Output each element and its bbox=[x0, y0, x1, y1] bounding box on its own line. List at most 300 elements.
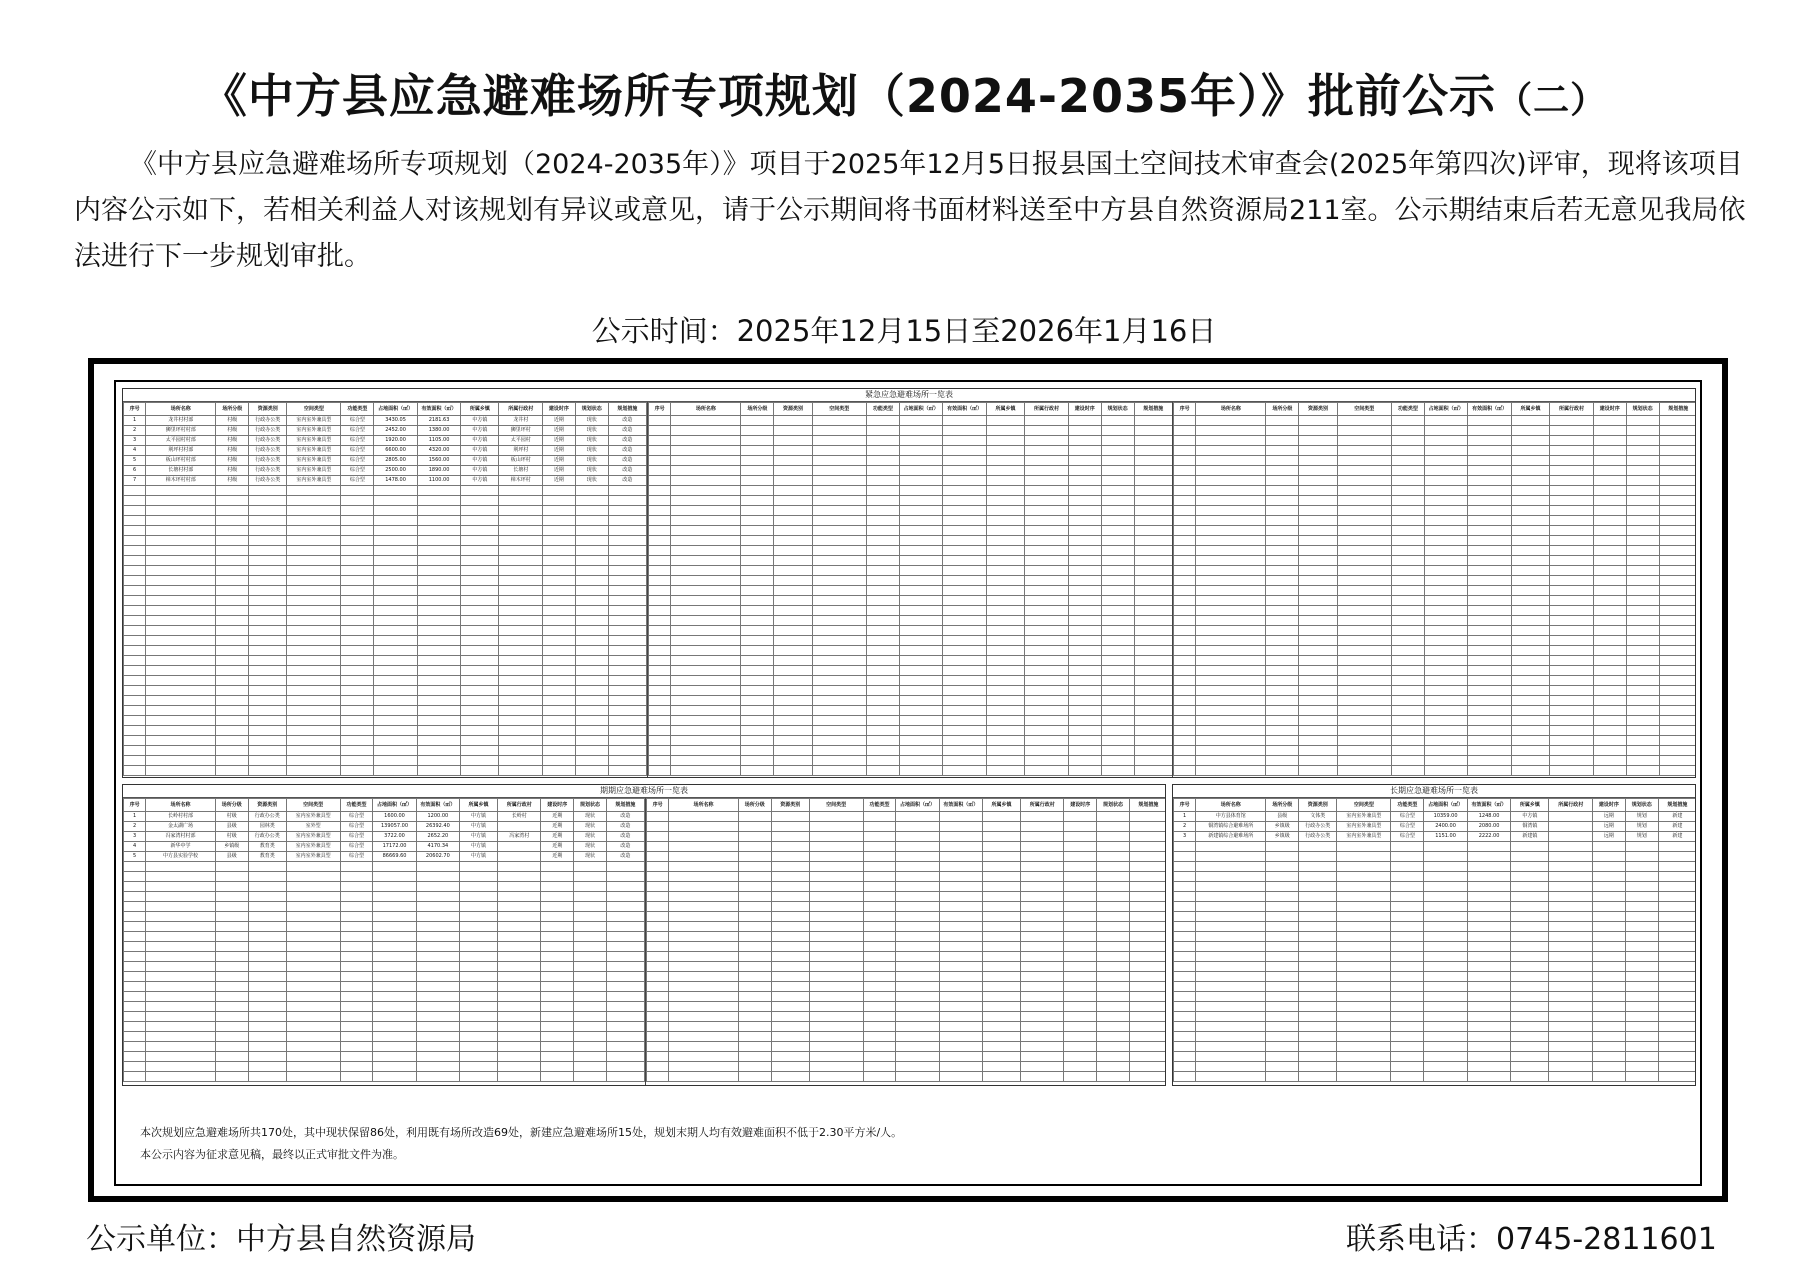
table-cell-filler bbox=[943, 546, 987, 556]
table-cell: 园林类 bbox=[248, 822, 286, 832]
table-cell-filler bbox=[669, 1022, 739, 1032]
column-header: 规划措施 bbox=[1658, 799, 1696, 812]
table-row-filler bbox=[124, 1012, 645, 1022]
table-row-filler bbox=[124, 686, 647, 696]
table-cell-filler bbox=[1659, 446, 1696, 456]
table-row-filler bbox=[647, 922, 1167, 932]
table-cell-filler bbox=[124, 496, 146, 506]
table-cell-filler bbox=[499, 586, 542, 596]
table-cell-filler bbox=[1468, 736, 1512, 746]
table-cell-filler bbox=[498, 1002, 541, 1012]
table-cell-filler bbox=[1299, 626, 1337, 636]
table-cell-filler bbox=[574, 992, 607, 1002]
table-cell-filler bbox=[575, 526, 608, 536]
table-cell-filler bbox=[287, 756, 341, 766]
column-header: 序号 bbox=[1174, 403, 1196, 416]
table-cell-filler bbox=[1134, 676, 1172, 686]
table-cell-filler bbox=[1424, 1052, 1467, 1062]
table-cell-filler bbox=[1511, 616, 1549, 626]
table-cell-filler bbox=[774, 676, 812, 686]
table-cell-filler bbox=[669, 1062, 739, 1072]
table-cell-filler bbox=[574, 932, 607, 942]
table-cell-filler bbox=[1468, 446, 1512, 456]
emergency-shelter-table bbox=[122, 388, 1696, 778]
table-cell-filler bbox=[1593, 576, 1626, 586]
table-cell-filler bbox=[1196, 536, 1266, 546]
table-row-filler bbox=[1174, 922, 1697, 932]
table-cell-filler bbox=[1549, 842, 1592, 852]
column-header: 序号 bbox=[647, 799, 669, 812]
table-cell-filler bbox=[146, 982, 216, 992]
table-cell-filler bbox=[866, 636, 899, 646]
table-cell-filler bbox=[1174, 506, 1196, 516]
table-cell-filler bbox=[1658, 1022, 1696, 1032]
table-cell-filler bbox=[249, 566, 287, 576]
table-cell-filler bbox=[1592, 962, 1625, 972]
table-cell-filler bbox=[1549, 1052, 1592, 1062]
table-cell-filler bbox=[1550, 436, 1594, 446]
table-cell-filler bbox=[1174, 526, 1196, 536]
table-cell-filler bbox=[1625, 982, 1658, 992]
table-cell-filler bbox=[542, 566, 575, 576]
table-cell-filler bbox=[608, 716, 646, 726]
table-cell-filler bbox=[1337, 842, 1391, 852]
table-cell-filler bbox=[809, 862, 863, 872]
table-row-filler bbox=[649, 556, 1173, 566]
table-cell-filler bbox=[863, 1012, 896, 1022]
table-cell-filler bbox=[1659, 596, 1696, 606]
table-cell-filler bbox=[416, 1012, 459, 1022]
table-cell-filler bbox=[1299, 486, 1337, 496]
column-header: 资源类别 bbox=[1299, 799, 1337, 812]
table-cell-filler bbox=[1266, 1062, 1299, 1072]
table-row-filler bbox=[124, 1072, 645, 1082]
table-cell-filler bbox=[499, 706, 542, 716]
table-cell-filler bbox=[774, 606, 812, 616]
table-cell-filler bbox=[416, 952, 459, 962]
table-cell-filler bbox=[541, 932, 574, 942]
table-cell-filler bbox=[1266, 992, 1299, 1002]
table-cell-filler bbox=[249, 656, 287, 666]
table-cell-filler bbox=[216, 646, 249, 656]
table-cell-filler bbox=[986, 506, 1024, 516]
table-cell-filler bbox=[574, 862, 607, 872]
table-cell-filler bbox=[416, 992, 459, 1002]
table-cell-filler bbox=[1550, 676, 1594, 686]
table-cell-filler bbox=[649, 636, 671, 646]
table-cell-filler bbox=[1626, 706, 1659, 716]
table-cell-filler bbox=[943, 586, 987, 596]
table-cell-filler bbox=[1134, 476, 1172, 486]
column-header: 有效面积（㎡） bbox=[1467, 799, 1510, 812]
table-cell-filler bbox=[498, 1032, 541, 1042]
table-cell-filler bbox=[1025, 426, 1069, 436]
table-cell-filler bbox=[738, 852, 771, 862]
table-cell-filler bbox=[1097, 872, 1130, 882]
table-cell-filler bbox=[1174, 466, 1196, 476]
table-cell-filler bbox=[1097, 1022, 1130, 1032]
table-cell-filler bbox=[461, 746, 499, 756]
table-cell-filler bbox=[1134, 546, 1172, 556]
table-cell-filler bbox=[1391, 952, 1424, 962]
table-cell-filler bbox=[575, 696, 608, 706]
table-cell-filler bbox=[649, 476, 671, 486]
table-cell-filler bbox=[1658, 882, 1696, 892]
table-cell-filler bbox=[1337, 656, 1391, 666]
table-cell-filler bbox=[669, 992, 739, 1002]
table-cell: 乡镇级 bbox=[1266, 822, 1299, 832]
table-row-filler bbox=[1174, 436, 1697, 446]
table-cell-filler bbox=[1658, 962, 1696, 972]
table-cell-filler bbox=[1391, 1032, 1424, 1042]
table-cell-filler bbox=[899, 646, 943, 656]
table-cell-filler bbox=[416, 1022, 459, 1032]
table-cell-filler bbox=[417, 576, 460, 586]
table-cell-filler bbox=[1196, 1022, 1266, 1032]
table-cell-filler bbox=[669, 1042, 739, 1052]
table-cell: 樟木坪村村部 bbox=[146, 476, 216, 486]
table-cell-filler bbox=[606, 1002, 644, 1012]
table-cell-filler bbox=[574, 1072, 607, 1082]
table-cell-filler bbox=[939, 842, 982, 852]
table-cell-filler bbox=[649, 466, 671, 476]
table-cell-filler bbox=[1025, 416, 1069, 426]
table-cell-filler bbox=[374, 656, 417, 666]
table-cell: 综合型 bbox=[340, 822, 373, 832]
table-cell-filler bbox=[287, 646, 341, 656]
table-row-filler bbox=[124, 1002, 645, 1012]
table-cell-filler bbox=[374, 596, 417, 606]
table-cell-filler bbox=[1625, 1032, 1658, 1042]
table-cell-filler bbox=[146, 626, 216, 636]
table-cell: 1920.00 bbox=[374, 436, 417, 446]
table-cell-filler bbox=[1658, 922, 1696, 932]
table-cell-filler bbox=[1511, 862, 1549, 872]
table-cell-filler bbox=[1174, 646, 1196, 656]
table-cell-filler bbox=[1337, 1062, 1391, 1072]
table-cell-filler bbox=[416, 942, 459, 952]
table-cell-filler bbox=[1101, 666, 1134, 676]
table-cell-filler bbox=[1266, 426, 1299, 436]
table-cell-filler bbox=[943, 466, 987, 476]
table-cell-filler bbox=[866, 566, 899, 576]
table-cell-filler bbox=[1174, 436, 1196, 446]
table-row-filler bbox=[124, 536, 647, 546]
table-cell-filler bbox=[741, 656, 774, 666]
table-cell: 近期 bbox=[542, 476, 575, 486]
table-cell-filler bbox=[1299, 566, 1337, 576]
table-cell-filler bbox=[983, 842, 1021, 852]
table-cell-filler bbox=[341, 646, 374, 656]
table-cell-filler bbox=[608, 706, 646, 716]
table-cell: 改造 bbox=[606, 812, 644, 822]
table-cell-filler bbox=[124, 606, 146, 616]
table-row-filler bbox=[124, 952, 645, 962]
table-row-filler bbox=[124, 656, 647, 666]
column-header: 功能类型 bbox=[866, 403, 899, 416]
table-cell-filler bbox=[146, 696, 216, 706]
table-cell-filler bbox=[1266, 942, 1299, 952]
table-cell-filler bbox=[286, 1022, 340, 1032]
table-cell-filler bbox=[738, 962, 771, 972]
column-header: 规划措施 bbox=[1129, 799, 1166, 812]
table-cell-filler bbox=[287, 666, 341, 676]
table-cell-filler bbox=[417, 566, 460, 576]
table-cell-filler bbox=[341, 666, 374, 676]
table-cell-filler bbox=[1266, 516, 1299, 526]
table-cell-filler bbox=[575, 716, 608, 726]
table-cell-filler bbox=[771, 1062, 809, 1072]
table-cell-filler bbox=[1196, 882, 1266, 892]
table-cell-filler bbox=[1174, 516, 1196, 526]
table-cell-filler bbox=[1266, 716, 1299, 726]
table-cell-filler bbox=[1658, 852, 1696, 862]
table-cell-filler bbox=[1129, 932, 1166, 942]
table-cell-filler bbox=[542, 526, 575, 536]
table-cell-filler bbox=[1593, 746, 1626, 756]
table-cell-filler bbox=[248, 1062, 286, 1072]
table-cell-filler bbox=[896, 882, 939, 892]
table-cell: 中方镇 bbox=[460, 842, 498, 852]
table-cell-filler bbox=[248, 882, 286, 892]
table-cell-filler bbox=[1626, 716, 1659, 726]
table-cell-filler bbox=[741, 516, 774, 526]
table-cell-filler bbox=[1549, 1042, 1592, 1052]
table-cell-filler bbox=[1021, 1032, 1064, 1042]
table-cell-filler bbox=[124, 972, 146, 982]
table-cell-filler bbox=[1129, 1042, 1166, 1052]
table-cell-filler bbox=[649, 526, 671, 536]
table-cell-filler bbox=[896, 1032, 939, 1042]
table-cell-filler bbox=[738, 1012, 771, 1022]
table-cell-filler bbox=[249, 706, 287, 716]
table-cell-filler bbox=[986, 456, 1024, 466]
table-cell-filler bbox=[1299, 882, 1337, 892]
table-cell-filler bbox=[1391, 1052, 1424, 1062]
table-cell-filler bbox=[575, 746, 608, 756]
table-cell-filler bbox=[939, 1012, 982, 1022]
table-row-filler bbox=[647, 852, 1167, 862]
table-cell-filler bbox=[1424, 626, 1468, 636]
table-row-filler bbox=[124, 1042, 645, 1052]
table-cell-filler bbox=[1468, 716, 1512, 726]
table-cell-filler bbox=[1068, 686, 1101, 696]
table-cell-filler bbox=[1550, 456, 1594, 466]
column-header: 场所分级 bbox=[215, 799, 248, 812]
table-cell: 1560.00 bbox=[417, 456, 460, 466]
table-cell-filler bbox=[1391, 982, 1424, 992]
table-cell-filler bbox=[216, 506, 249, 516]
table-cell-filler bbox=[340, 882, 373, 892]
table-cell-filler bbox=[287, 586, 341, 596]
table-cell-filler bbox=[286, 1052, 340, 1062]
table-cell-filler bbox=[1266, 872, 1299, 882]
table-cell-filler bbox=[1337, 666, 1391, 676]
table-cell-filler bbox=[1391, 476, 1424, 486]
table-cell: 近期 bbox=[541, 842, 574, 852]
table-cell-filler bbox=[124, 1002, 146, 1012]
table-cell-filler bbox=[1266, 882, 1299, 892]
table-cell-filler bbox=[1337, 992, 1391, 1002]
table-cell-filler bbox=[1299, 766, 1337, 776]
table-cell-filler bbox=[1299, 922, 1337, 932]
table-cell: 综合型 bbox=[1391, 822, 1424, 832]
table-cell: 中方镇 bbox=[461, 436, 499, 446]
table-cell-filler bbox=[771, 1052, 809, 1062]
table-cell-filler bbox=[1097, 902, 1130, 912]
table-cell-filler bbox=[1424, 902, 1467, 912]
table-cell-filler bbox=[460, 942, 498, 952]
table-cell-filler bbox=[1550, 686, 1594, 696]
table-cell-filler bbox=[1424, 486, 1468, 496]
table-cell-filler bbox=[983, 1012, 1021, 1022]
table-cell-filler bbox=[1134, 536, 1172, 546]
table-cell: 改造 bbox=[606, 832, 644, 842]
table-cell-filler bbox=[809, 842, 863, 852]
table-cell-filler bbox=[939, 942, 982, 952]
table-cell-filler bbox=[983, 892, 1021, 902]
table-cell-filler bbox=[1134, 596, 1172, 606]
table-cell-filler bbox=[1337, 566, 1391, 576]
table-cell-filler bbox=[1391, 496, 1424, 506]
table-cell-filler bbox=[1424, 546, 1468, 556]
table-cell-filler bbox=[1174, 476, 1196, 486]
table-cell-filler bbox=[939, 1002, 982, 1012]
table-cell-filler bbox=[1424, 952, 1467, 962]
table-cell-filler bbox=[1511, 992, 1549, 1002]
table-cell-filler bbox=[741, 696, 774, 706]
table-cell-filler bbox=[287, 636, 341, 646]
table-cell-filler bbox=[1549, 902, 1592, 912]
table-cell-filler bbox=[1626, 566, 1659, 576]
table-cell: 改造 bbox=[606, 842, 644, 852]
table-cell-filler bbox=[341, 516, 374, 526]
table-cell-filler bbox=[1511, 1052, 1549, 1062]
table-cell-filler bbox=[215, 942, 248, 952]
table-cell-filler bbox=[1068, 766, 1101, 776]
table-cell: 太平园村村部 bbox=[146, 436, 216, 446]
table-cell-filler bbox=[1196, 436, 1266, 446]
table-cell-filler bbox=[215, 922, 248, 932]
table-cell-filler bbox=[1511, 1072, 1549, 1082]
table-cell-filler bbox=[1174, 1012, 1196, 1022]
table-row-filler bbox=[124, 566, 647, 576]
column-header: 场所分级 bbox=[741, 403, 774, 416]
table-cell-filler bbox=[1659, 416, 1696, 426]
table-cell-filler bbox=[1468, 456, 1512, 466]
table-cell: 5 bbox=[124, 456, 146, 466]
table-cell-filler bbox=[1068, 656, 1101, 666]
table-cell-filler bbox=[1626, 766, 1659, 776]
column-header: 规划措施 bbox=[1134, 403, 1172, 416]
table-cell-filler bbox=[1064, 1032, 1097, 1042]
table-cell-filler bbox=[541, 962, 574, 972]
table-cell-filler bbox=[1064, 902, 1097, 912]
table-cell-filler bbox=[287, 506, 341, 516]
table-cell-filler bbox=[1129, 1032, 1166, 1042]
table-cell-filler bbox=[1337, 1042, 1391, 1052]
table-cell-filler bbox=[416, 1062, 459, 1072]
table-cell: 行政办公类 bbox=[249, 436, 287, 446]
table-cell-filler bbox=[286, 942, 340, 952]
table-cell-filler bbox=[1196, 842, 1266, 852]
table-cell-filler bbox=[771, 862, 809, 872]
table-cell-filler bbox=[671, 536, 741, 546]
table-cell-filler bbox=[863, 1022, 896, 1032]
table-row bbox=[124, 436, 647, 446]
table-cell-filler bbox=[1337, 922, 1391, 932]
column-header: 占地面积（㎡） bbox=[1424, 799, 1467, 812]
table-cell-filler bbox=[1021, 1072, 1064, 1082]
table-cell-filler bbox=[1299, 656, 1337, 666]
table-cell-filler bbox=[542, 656, 575, 666]
table-cell-filler bbox=[373, 962, 416, 972]
table-cell-filler bbox=[373, 1042, 416, 1052]
table-cell-filler bbox=[943, 526, 987, 536]
table-cell-filler bbox=[1468, 576, 1512, 586]
table-cell-filler bbox=[340, 952, 373, 962]
table-cell-filler bbox=[460, 982, 498, 992]
table-cell: 村级 bbox=[216, 476, 249, 486]
table-cell-filler bbox=[1550, 706, 1594, 716]
table-cell-filler bbox=[1625, 1022, 1658, 1032]
table-cell-filler bbox=[1550, 736, 1594, 746]
table-cell-filler bbox=[461, 546, 499, 556]
table-cell-filler bbox=[1391, 666, 1424, 676]
table-cell-filler bbox=[809, 972, 863, 982]
table-row-filler bbox=[1174, 1002, 1697, 1012]
table-cell-filler bbox=[373, 982, 416, 992]
table-cell-filler bbox=[417, 686, 460, 696]
table-cell-filler bbox=[866, 446, 899, 456]
table-cell-filler bbox=[809, 892, 863, 902]
table-cell-filler bbox=[124, 566, 146, 576]
table-cell-filler bbox=[1467, 872, 1510, 882]
table-cell-filler bbox=[146, 706, 216, 716]
table-cell-filler bbox=[1550, 616, 1594, 626]
table-cell-filler bbox=[541, 982, 574, 992]
table-cell-filler bbox=[986, 636, 1024, 646]
table-cell: 近期 bbox=[542, 436, 575, 446]
table-cell-filler bbox=[1021, 992, 1064, 1002]
table-cell-filler bbox=[1299, 616, 1337, 626]
table-cell: 1248.00 bbox=[1467, 812, 1510, 822]
table-cell-filler bbox=[809, 872, 863, 882]
table-cell-filler bbox=[498, 1022, 541, 1032]
table-cell-filler bbox=[1097, 812, 1130, 822]
table-cell-filler bbox=[542, 506, 575, 516]
table-cell-filler bbox=[866, 616, 899, 626]
table-cell-filler bbox=[1337, 416, 1391, 426]
table-cell-filler bbox=[248, 892, 286, 902]
table-cell-filler bbox=[899, 546, 943, 556]
table-cell: 现状 bbox=[574, 812, 607, 822]
table-cell-filler bbox=[1021, 892, 1064, 902]
table-cell-filler bbox=[986, 596, 1024, 606]
table-cell: 4 bbox=[124, 842, 146, 852]
table-cell-filler bbox=[1134, 746, 1172, 756]
table-cell-filler bbox=[417, 646, 460, 656]
table-cell-filler bbox=[574, 952, 607, 962]
table-cell-filler bbox=[1549, 1002, 1592, 1012]
table-cell-filler bbox=[1299, 506, 1337, 516]
table-cell-filler bbox=[608, 676, 646, 686]
table-cell: 龙井村村部 bbox=[146, 416, 216, 426]
table-cell-filler bbox=[1068, 516, 1101, 526]
table-cell-filler bbox=[812, 466, 866, 476]
table-cell-filler bbox=[1196, 716, 1266, 726]
table-cell-filler bbox=[1592, 1022, 1625, 1032]
